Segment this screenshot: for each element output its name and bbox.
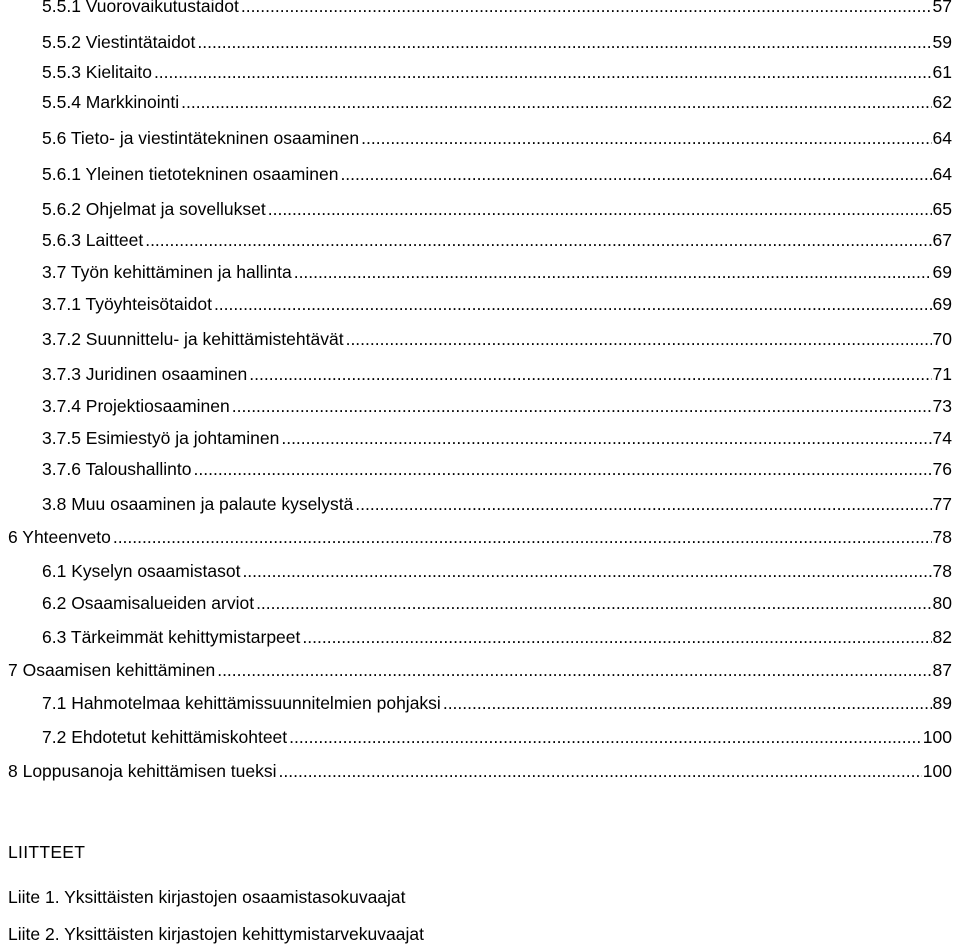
toc-entry-page: 67 [932, 230, 952, 250]
toc-entry[interactable] [42, 392, 952, 421]
toc-entry[interactable] [42, 88, 952, 117]
toc-entry-page: 80 [932, 593, 952, 613]
toc-entry-title: 5.6.1 Yleinen tietotekninen osaaminen [42, 164, 339, 184]
toc-leader-dots [279, 757, 922, 786]
toc-leader-dots [361, 124, 931, 153]
toc-entry-page: 64 [932, 164, 952, 184]
toc-entry[interactable] [42, 623, 952, 652]
toc-leader-dots [242, 557, 931, 586]
toc-leader-dots [355, 490, 931, 519]
toc-leader-dots [154, 58, 932, 87]
toc-entry-page: 57 [932, 0, 952, 16]
toc-entry-title: 3.7.3 Juridinen osaaminen [42, 364, 248, 384]
toc-entry[interactable] [8, 656, 952, 685]
toc-entry-page: 70 [932, 329, 952, 349]
toc-leader-dots [249, 360, 931, 389]
toc-entry-title: 7 Osaamisen kehittäminen [8, 660, 216, 680]
toc-entry[interactable] [42, 58, 952, 87]
toc-leader-dots [302, 623, 931, 652]
toc-entry-page: 76 [932, 459, 952, 479]
toc-entry-page: 100 [922, 761, 952, 781]
toc-leader-dots [232, 392, 932, 421]
toc-entry[interactable] [42, 424, 952, 453]
toc-entry-page: 100 [922, 727, 952, 747]
toc-entry-title: 6.3 Tärkeimmät kehittymistarpeet [42, 627, 301, 647]
toc-entry-page: 59 [932, 32, 952, 52]
toc-entry-title: 5.5.3 Kielitaito [42, 62, 152, 82]
toc-entry[interactable] [42, 290, 952, 319]
toc-entry-title: 3.7.4 Projektiosaaminen [42, 396, 230, 416]
toc-entry[interactable] [42, 195, 952, 224]
toc-leader-dots [289, 723, 922, 752]
toc-entry[interactable] [42, 490, 952, 519]
toc-entry-page: 62 [932, 92, 952, 112]
toc-entry-title: 8 Loppusanoja kehittämisen tueksi [8, 761, 277, 781]
toc-entry[interactable] [8, 757, 952, 786]
toc-entry[interactable] [42, 28, 952, 57]
toc-leader-dots [443, 689, 932, 718]
toc-entry[interactable] [8, 523, 952, 552]
toc-entry-title: 7.1 Hahmotelmaa kehittämissuunnitelmien pohjaksi [42, 693, 441, 713]
toc-entry-page: 64 [932, 128, 952, 148]
toc-leader-dots [294, 258, 932, 287]
toc-entry-page: 78 [932, 561, 952, 581]
toc-entry[interactable] [42, 360, 952, 389]
toc-entry-title: 5.6.3 Laitteet [42, 230, 144, 250]
toc-entry-title: 5.6 Tieto- ja viestintätekninen osaaminen [42, 128, 360, 148]
toc-leader-dots [181, 88, 931, 117]
toc-entry-page: 89 [932, 693, 952, 713]
toc-leader-dots [194, 455, 932, 484]
toc-leader-dots [113, 523, 932, 552]
toc-entry-title: 3.7.6 Taloushallinto [42, 459, 192, 479]
toc-entry-page: 69 [932, 294, 952, 314]
toc-entry[interactable] [42, 723, 952, 752]
toc-entry-title: 3.7 Työn kehittäminen ja hallinta [42, 262, 292, 282]
toc-leader-dots [197, 28, 931, 57]
toc-entry[interactable] [42, 160, 952, 189]
toc-entry-page: 69 [932, 262, 952, 282]
toc-entry-page: 82 [932, 627, 952, 647]
toc-leader-dots [346, 325, 932, 354]
appendix-item: Liite 2. Yksittäisten kirjastojen kehittymistarvekuvaajat [8, 924, 424, 944]
toc-entry-page: 87 [932, 660, 952, 680]
toc-entry-page: 61 [932, 62, 952, 82]
toc-entry-title: 6.2 Osaamisalueiden arviot [42, 593, 255, 613]
toc-entry-page: 78 [932, 527, 952, 547]
toc-entry-title: 3.7.5 Esimiestyö ja johtaminen [42, 428, 280, 448]
toc-entry-page: 77 [932, 494, 952, 514]
toc-entry[interactable] [42, 124, 952, 153]
toc-entry[interactable] [42, 557, 952, 586]
toc-leader-dots [145, 226, 931, 255]
appendices-heading: LIITTEET [8, 842, 86, 862]
toc-leader-dots [268, 195, 932, 224]
toc-entry-title: 3.7.2 Suunnittelu- ja kehittämistehtävät [42, 329, 344, 349]
toc-entry[interactable] [42, 258, 952, 287]
toc-leader-dots [214, 290, 932, 319]
toc-entry-title: 5.5.4 Markkinointi [42, 92, 180, 112]
toc-leader-dots [340, 160, 931, 189]
toc-entry-title: 5.6.2 Ohjelmat ja sovellukset [42, 199, 266, 219]
toc-entry[interactable] [42, 589, 952, 618]
toc-entry[interactable] [42, 689, 952, 718]
toc-entry-title: 6 Yhteenveto [8, 527, 111, 547]
appendix-item: Liite 1. Yksittäisten kirjastojen osaamistasokuvaajat [8, 887, 406, 907]
toc-leader-dots [281, 424, 931, 453]
toc-entry-title: 5.5.1 Vuorovaikutustaidot [42, 0, 239, 16]
toc-entry-page: 65 [932, 199, 952, 219]
toc-leader-dots [241, 0, 932, 21]
toc-leader-dots [256, 589, 931, 618]
toc-entry-title: 3.7.1 Työyhteisötaidot [42, 294, 212, 314]
toc-entry-page: 73 [932, 396, 952, 416]
toc-entry-title: 5.5.2 Viestintätaidot [42, 32, 196, 52]
toc-entry-title: 7.2 Ehdotetut kehittämiskohteet [42, 727, 288, 747]
toc-entry[interactable] [42, 455, 952, 484]
toc-entry-page: 74 [932, 428, 952, 448]
toc-entry[interactable] [42, 325, 952, 354]
toc-entry-title: 3.8 Muu osaaminen ja palaute kyselystä [42, 494, 354, 514]
toc-entry[interactable] [42, 226, 952, 255]
toc-entry-title: 6.1 Kyselyn osaamistasot [42, 561, 241, 581]
toc-entry-page: 71 [932, 364, 952, 384]
toc-leader-dots [217, 656, 931, 685]
toc-entry[interactable] [42, 0, 952, 21]
